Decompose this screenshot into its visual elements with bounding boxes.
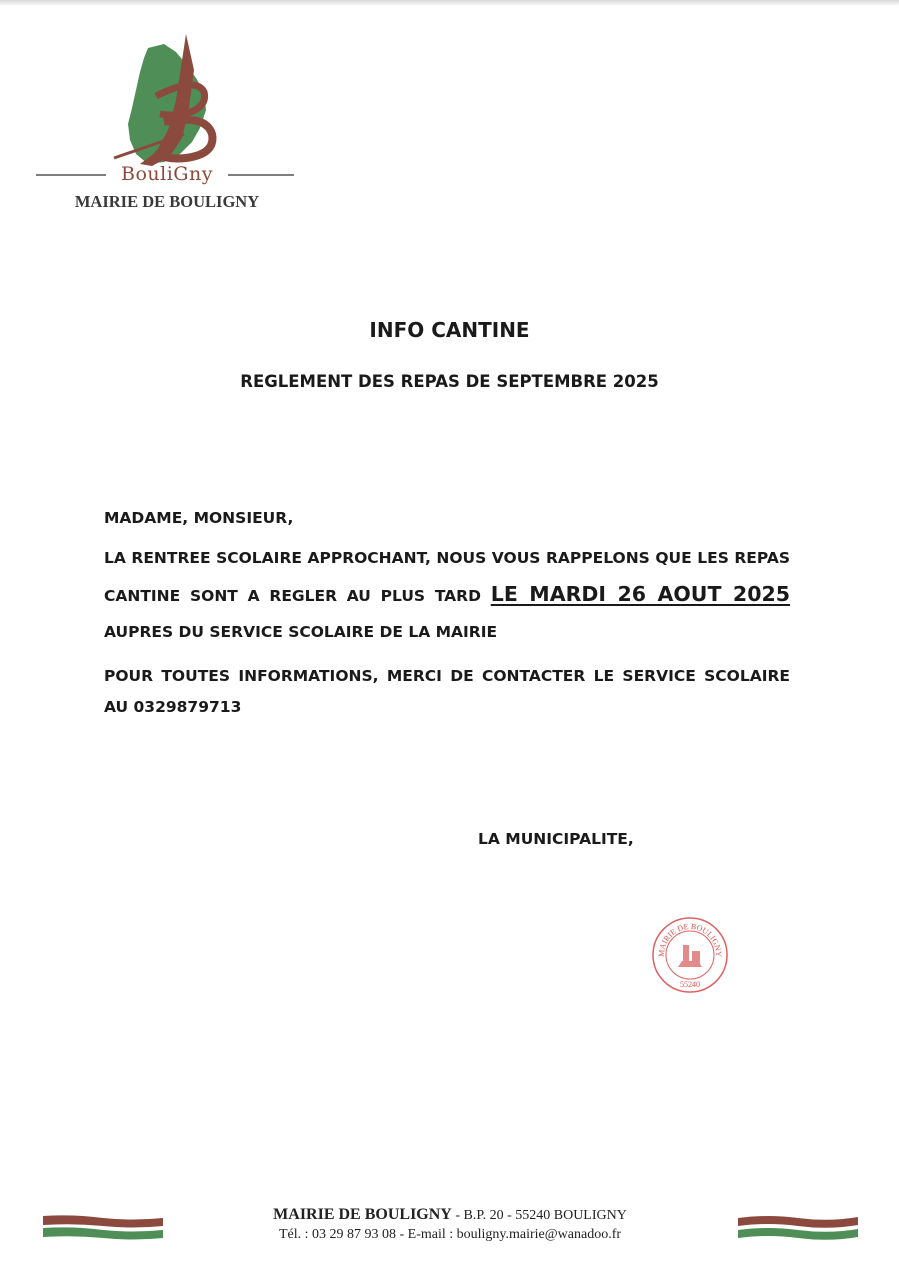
document-subtitle: REGLEMENT DES REPAS DE SEPTEMBRE 2025 <box>240 372 659 391</box>
mairie-logo <box>36 30 298 220</box>
logo-subtitle: MAIRIE DE BOULIGNY <box>74 192 260 211</box>
footer-address: - B.P. 20 - 55240 BOULIGNY <box>451 1208 627 1223</box>
scan-edge <box>0 0 899 6</box>
mairie-stamp <box>650 915 730 995</box>
footer-org-name: MAIRIE DE BOULIGNY <box>273 1206 452 1223</box>
paragraph-deadline-tail: AUPRES DU SERVICE SCOLAIRE DE LA MAIRIE <box>104 623 498 641</box>
logo-wordmark: BouliGny <box>121 163 213 185</box>
signature: LA MUNICIPALITE, <box>478 830 634 848</box>
stamp-seal-icon <box>650 915 730 995</box>
flag-ribbon-right <box>738 1214 858 1242</box>
footer-contact: Tél. : 03 29 87 93 08 - E-mail : bouligny.mairie@wanadoo.fr <box>278 1227 622 1242</box>
paragraph-deadline <box>104 540 790 650</box>
footer <box>190 1206 710 1243</box>
flag-ribbon-left <box>43 1214 163 1242</box>
paragraph-contact: POUR TOUTES INFORMATIONS, MERCI DE CONTACTER LE SERVICE SCOLAIRE AU 0329879713 <box>104 667 790 716</box>
stamp-top-text: MAIRIE DE BOULIGNY <box>656 921 724 958</box>
footer-address-line <box>190 1206 710 1224</box>
svg-text:MAIRIE DE BOULIGNY <box>657 922 723 957</box>
document-title: INFO CANTINE <box>369 318 530 342</box>
deadline-date: LE MARDI 26 AOUT 2025 <box>490 582 790 606</box>
paragraph-deadline-text: LA RENTREE SCOLAIRE APPROCHANT, NOUS VOUS RAPPELONS QUE LES REPAS CANTINE SONT A REGLER AU PLUS TARD <box>104 549 790 605</box>
stamp-bottom-text: 55240 <box>680 980 700 989</box>
greeting: MADAME, MONSIEUR, <box>104 509 294 527</box>
